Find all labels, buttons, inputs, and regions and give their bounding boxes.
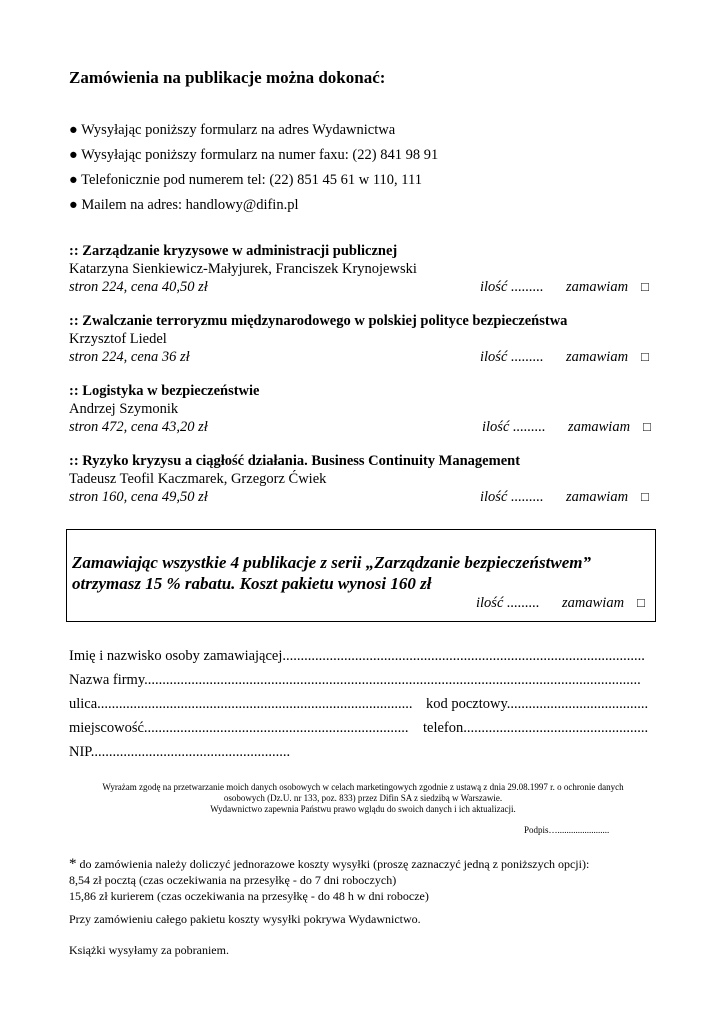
shipping-note (69, 856, 669, 904)
package-order-checkbox[interactable]: □ (637, 595, 645, 610)
book-authors: Andrzej Szymonik (69, 401, 179, 417)
consent-line: Wydawnictwo zapewnia Państwu prawo wglądu do swoich danych i ich aktualizacji. (210, 804, 516, 814)
package-shipping-note: Przy zamówieniu całego pakietu koszty wysyłki pokrywa Wydawnictwo. (69, 912, 421, 926)
customer-form (69, 647, 655, 767)
package-line-2: otrzymasz 15 % rabatu. Koszt pakietu wynosi 160 zł (72, 574, 432, 593)
order-checkbox[interactable]: □ (641, 489, 649, 504)
order-checkbox[interactable]: □ (643, 419, 651, 434)
book-authors: Krzysztof Liedel (69, 331, 167, 347)
shipping-intro: do zamówienia należy doliczyć jednorazowe koszty wysyłki (proszę zaznaczyć jedną z poniższych opcji): (79, 857, 590, 871)
book-title: :: Ryzyko kryzysu a ciągłość działania. Business Continuity Management (69, 453, 521, 469)
order-method-item: ● Mailem na adres: handlowy@difin.pl (69, 197, 299, 213)
consent-text (70, 782, 656, 815)
book-authors: Tadeusz Teofil Kaczmarek, Grzegorz Ćwiek (69, 471, 327, 487)
book-price: stron 160, cena 49,50 zł (69, 489, 208, 505)
quantity-field[interactable]: ilość ......... (480, 279, 544, 295)
book-price: stron 224, cena 36 zł (69, 349, 190, 365)
quantity-field[interactable]: ilość ......... (480, 349, 544, 365)
order-label: zamawiam (566, 279, 629, 295)
consent-line: Wyrażam zgodę na przetwarzanie moich danych osobowych w celach marketingowych zgodnie z ustawą z dnia 29.08.1997 r. o ochronie danych (102, 782, 624, 792)
order-label: zamawiam (566, 489, 629, 505)
package-quantity-field[interactable]: ilość ......... (476, 595, 540, 611)
postal-code-field[interactable]: kod pocztowy....................................... (426, 696, 649, 712)
book-authors: Katarzyna Sienkiewicz-Małyjurek, Franciszek Krynojewski (69, 261, 417, 277)
quantity-field[interactable]: ilość ......... (482, 419, 546, 435)
book-entry (69, 242, 655, 296)
order-method-item: ● Wysyłając poniższy formularz na adres Wydawnictwa (69, 122, 396, 138)
package-order-label: zamawiam (562, 595, 625, 611)
name-field[interactable]: Imię i nazwisko osoby zamawiającej.................................................................................................... (69, 648, 645, 664)
order-label: zamawiam (568, 419, 631, 435)
shipping-option-label: 8,54 zł pocztą (czas oczekiwania na przesyłkę - do 7 dni roboczych) (69, 873, 397, 887)
order-method-item: ● Telefonicznie pod numerem tel: (22) 851 45 61 w 110, 111 (69, 172, 422, 188)
order-method-item: ● Wysyłając poniższy formularz na numer faxu: (22) 841 98 91 (69, 147, 439, 163)
company-field[interactable]: Nazwa firmy......................................................................................................................................... (69, 672, 641, 688)
book-price: stron 472, cena 43,20 zł (69, 419, 208, 435)
order-checkbox[interactable]: □ (641, 349, 649, 364)
package-offer-box (66, 529, 656, 622)
consent-line: osobowych (Dz.U. nr 133, poz. 833) przez Difin SA z siedzibą w Warszawie. (223, 793, 503, 803)
phone-field[interactable]: telefon................................................... (423, 720, 649, 736)
book-title: :: Zwalczanie terroryzmu międzynarodowego w polskiej polityce bezpieczeństwa (69, 313, 568, 329)
shipping-option-label: 15,86 zł kurierem (czas oczekiwania na przesyłkę - do 48 h w dni robocze) (69, 889, 429, 903)
cash-on-delivery-note: Książki wysyłamy za pobraniem. (69, 943, 229, 957)
book-entry (69, 382, 655, 436)
quantity-field[interactable]: ilość ......... (480, 489, 544, 505)
street-field[interactable]: ulica....................................................................................... (69, 696, 413, 712)
book-title: :: Zarządzanie kryzysowe w administracji publicznej (69, 243, 398, 259)
book-price: stron 224, cena 40,50 zł (69, 279, 208, 295)
package-offer-text (72, 552, 591, 594)
shipping-option-courier (69, 888, 669, 904)
order-methods-list (69, 121, 438, 221)
signature-field[interactable]: Podpis…....................... (524, 825, 610, 835)
book-entry (69, 312, 655, 366)
order-checkbox[interactable]: □ (641, 279, 649, 294)
shipping-option-post (69, 872, 669, 888)
package-line-1: Zamawiając wszystkie 4 publikacje z serii „Zarządzanie bezpieczeństwem” (72, 553, 591, 572)
order-label: zamawiam (566, 349, 629, 365)
nip-field[interactable]: NIP....................................................... (69, 744, 291, 760)
city-field[interactable]: miejscowość......................................................................... (69, 720, 409, 736)
book-entry (69, 452, 655, 506)
book-title: :: Logistyka w bezpieczeństwie (69, 383, 260, 399)
asterisk: * (69, 856, 77, 872)
page-title: Zamówienia na publikacje można dokonać: (69, 68, 386, 87)
